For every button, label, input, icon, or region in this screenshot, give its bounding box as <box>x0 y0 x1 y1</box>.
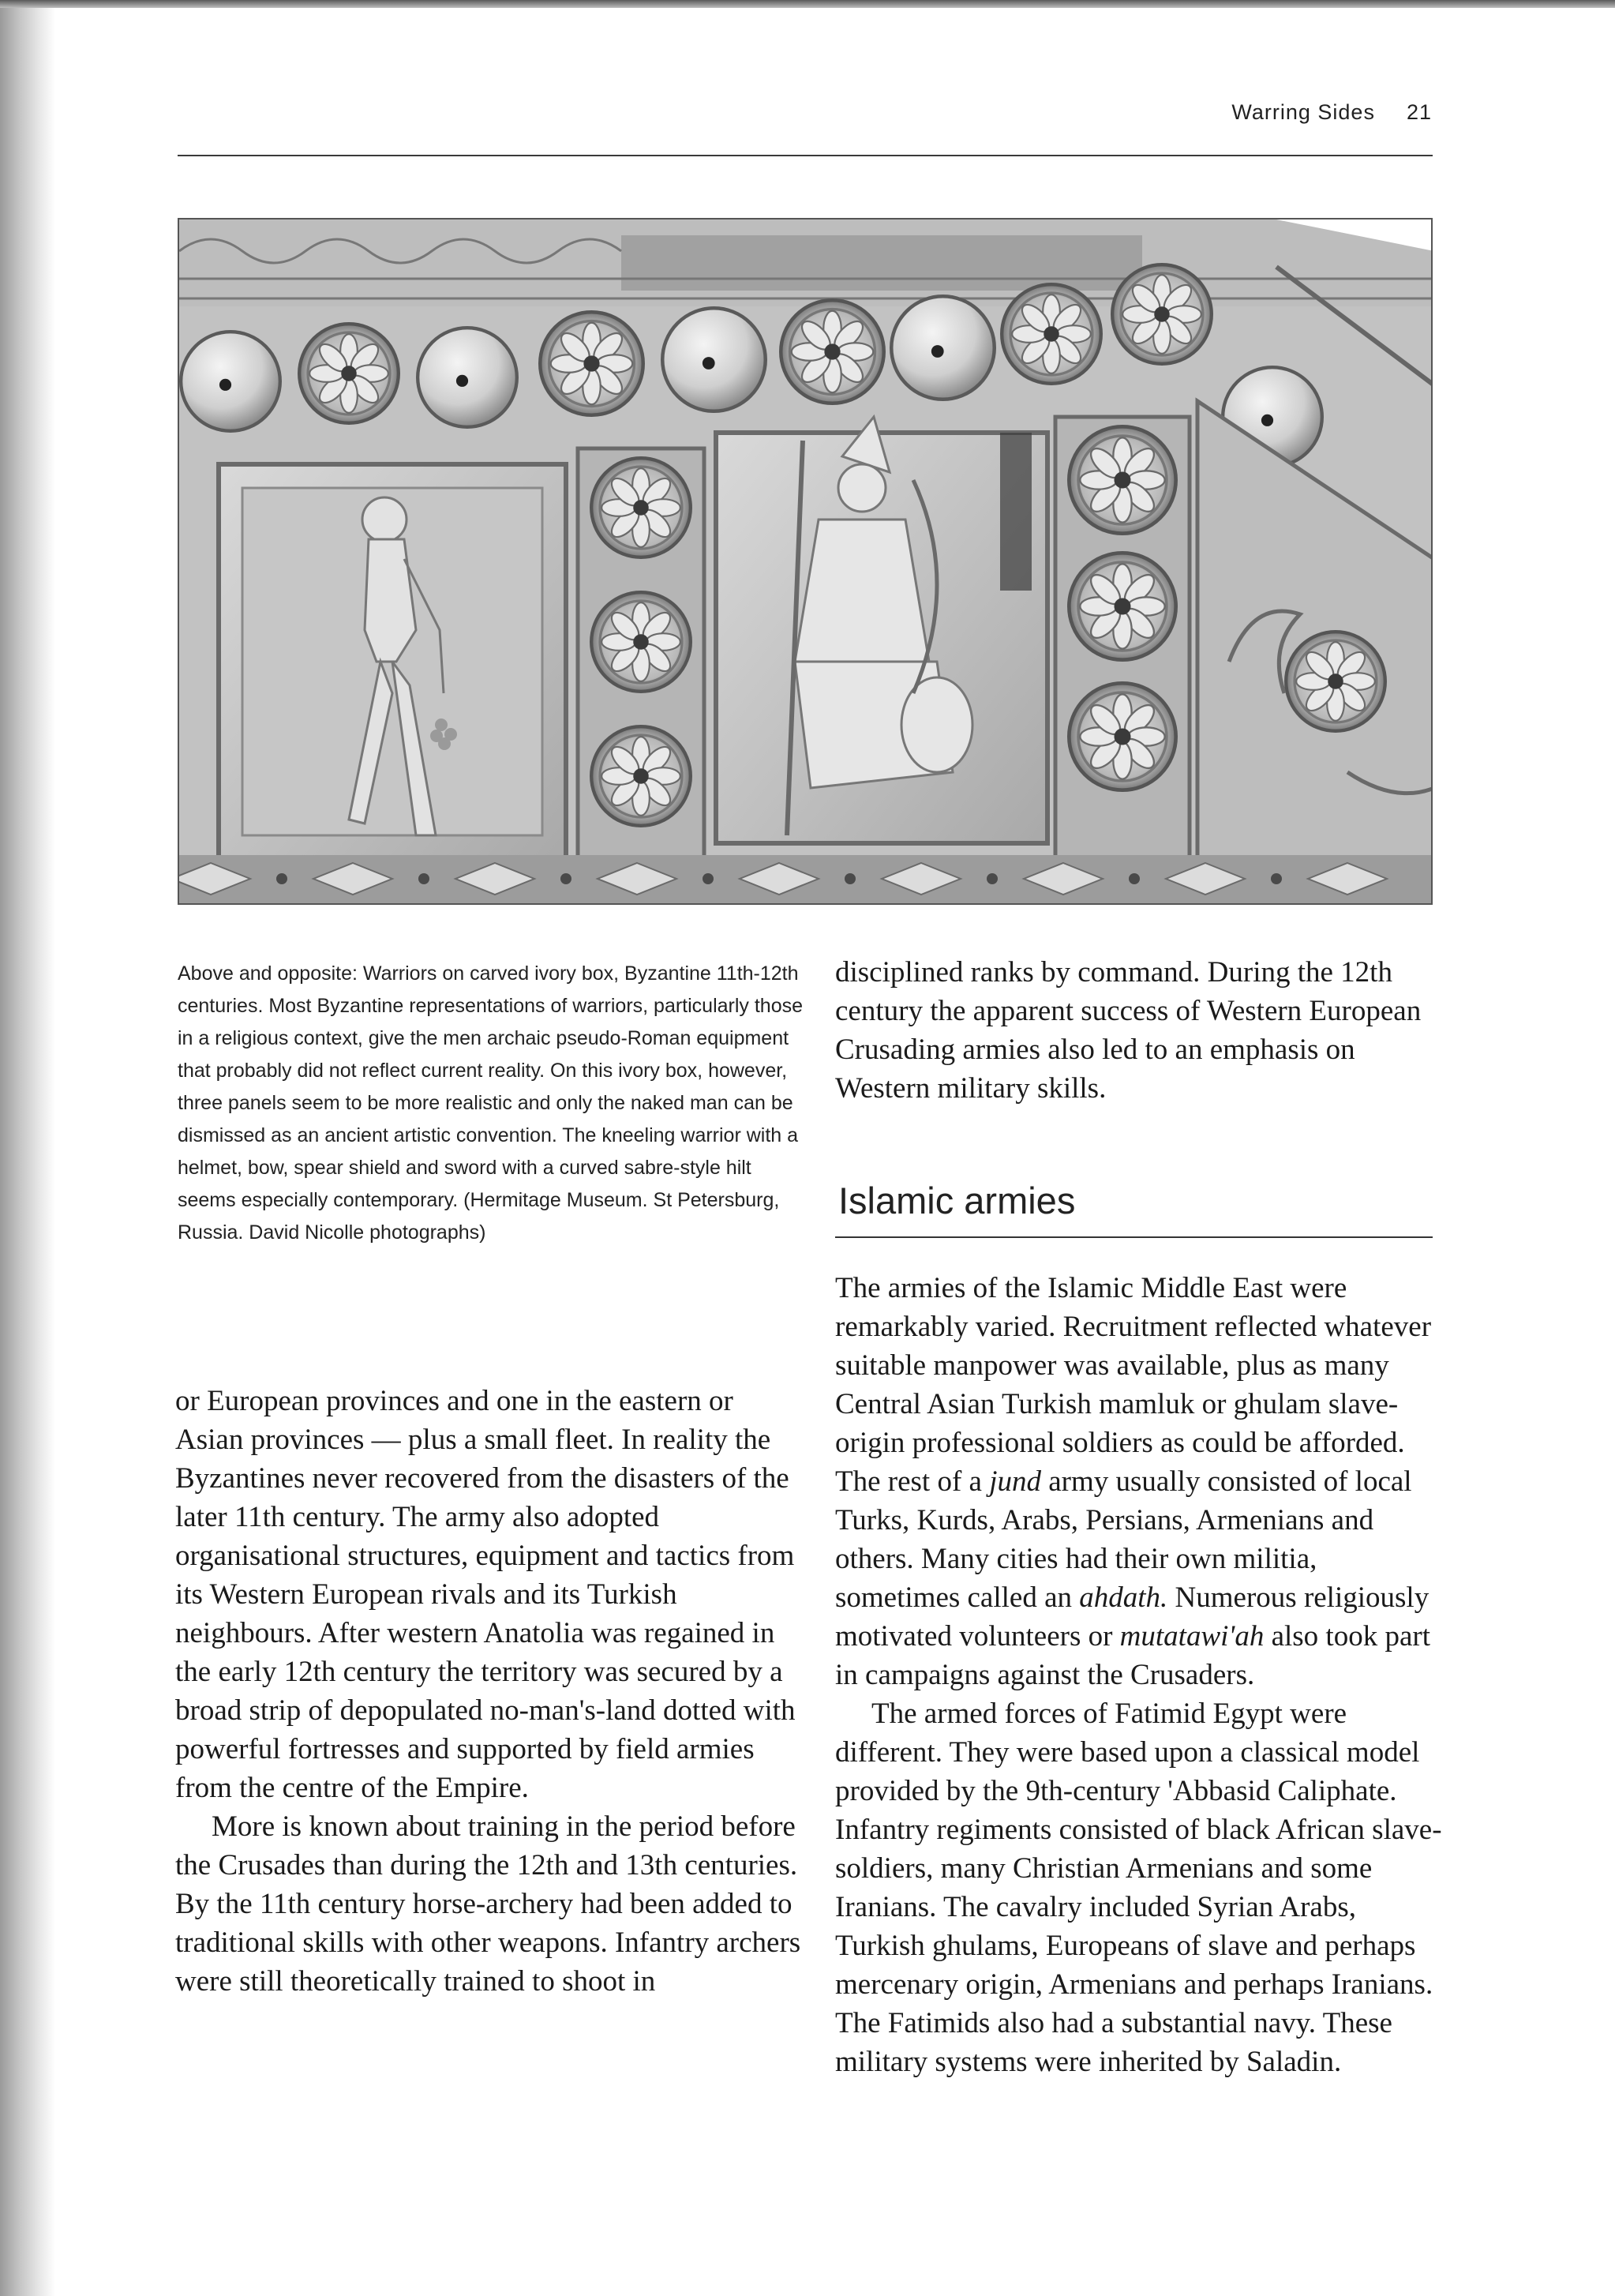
p1-text-d: also took part in campaigns against the Crusaders. <box>835 1620 1430 1691</box>
figure-caption: Above and opposite: Warriors on carved ivory box, Byzantine 11th-12th centuries. Most Byzantine representations of warriors, particularly those in a religious context, give the men archaic pseudo-Roman equipment that probably did not reflect current reality. On this ivory box, however, three panels seem to be more realistic and only the naked man can be dismissed as an ancient artistic convention. The kneeling warrior with a helmet, bow, spear shield and sword with a curved sabre-style hilt seems especially contemporary. (Hermitage Museum. St Petersburg, Russia. David Nicolle photographs) <box>178 962 804 1244</box>
p1-text-c: Numerous religiously motivated volunteers or <box>835 1581 1430 1653</box>
p1-text-b: army usually consisted of local Turks, Kurds, Arabs, Persians, Armenians and others. Many cities had their own militia, sometimes called an <box>835 1465 1412 1614</box>
term-ahdath: ahdath. <box>1079 1581 1168 1614</box>
p1-text-a: The armies of the Islamic Middle East were remarkably varied. Recruitment reflected whatever suitable manpower was available, plus as many Central Asian Turkish mamluk or ghulam slave-origin professional soldiers as could be afforded. The rest of a <box>835 1272 1432 1498</box>
page-number: 21 <box>1406 100 1432 124</box>
page-top-edge <box>0 0 1615 8</box>
term-mutatawiah: mutatawi'ah <box>1119 1620 1265 1653</box>
right-column-body <box>835 1269 1443 2081</box>
header-rule <box>178 155 1433 156</box>
right-paragraph-2: The armed forces of Fatimid Egypt were different. They were based upon a classical model provided by the 9th-century 'Abbasid Caliphate. Infantry regiments consisted of black African slave-soldiers, many Christian Armenians and some Iranians. The cavalry included Syrian Arabs, Turkish ghulams, Europeans of slave and perhaps mercenary origin, Armenians and perhaps Iranians. The Fatimids also had a substantial navy. These military systems were inherited by Saladin. <box>835 1698 1442 2078</box>
left-column <box>175 1382 807 2001</box>
ivory-box-illustration <box>179 219 1433 905</box>
left-paragraph-1: or European provinces and one in the eastern or Asian provinces — plus a small fleet. In reality the Byzantines never recovered from the disasters of the later 11th century. The army also adopted organisational structures, equipment and tactics from its Western European rivals and its Turkish neighbours. After western Anatolia was regained in the early 12th century the territory was secured by a broad strip of depopulated no-man's-land dotted with powerful fortresses and supported by field armies from the centre of the Empire. <box>175 1385 796 1804</box>
section-heading-islamic-armies: Islamic armies <box>838 1180 1076 1221</box>
right-column-top <box>835 953 1443 1108</box>
term-jund: jund <box>989 1465 1041 1498</box>
right-paragraph-1 <box>835 1269 1443 1694</box>
left-paragraph-2: More is known about training in the period before the Crusades than during the 12th and 13th centuries. By the 11th century horse-archery had been added to traditional skills with other weapons. Infantry archers were still theoretically trained to shoot in <box>175 1810 801 1998</box>
section-heading-rule <box>835 1236 1433 1238</box>
running-head <box>1231 100 1432 125</box>
running-head-title: Warring Sides <box>1231 100 1375 124</box>
right-paragraph-0: disciplined ranks by command. During the 12th century the apparent success of Western European Crusading armies also led to an emphasis on Western military skills. <box>835 956 1422 1105</box>
ivory-box-photo <box>178 218 1433 905</box>
page-gutter-shadow <box>0 0 55 2296</box>
